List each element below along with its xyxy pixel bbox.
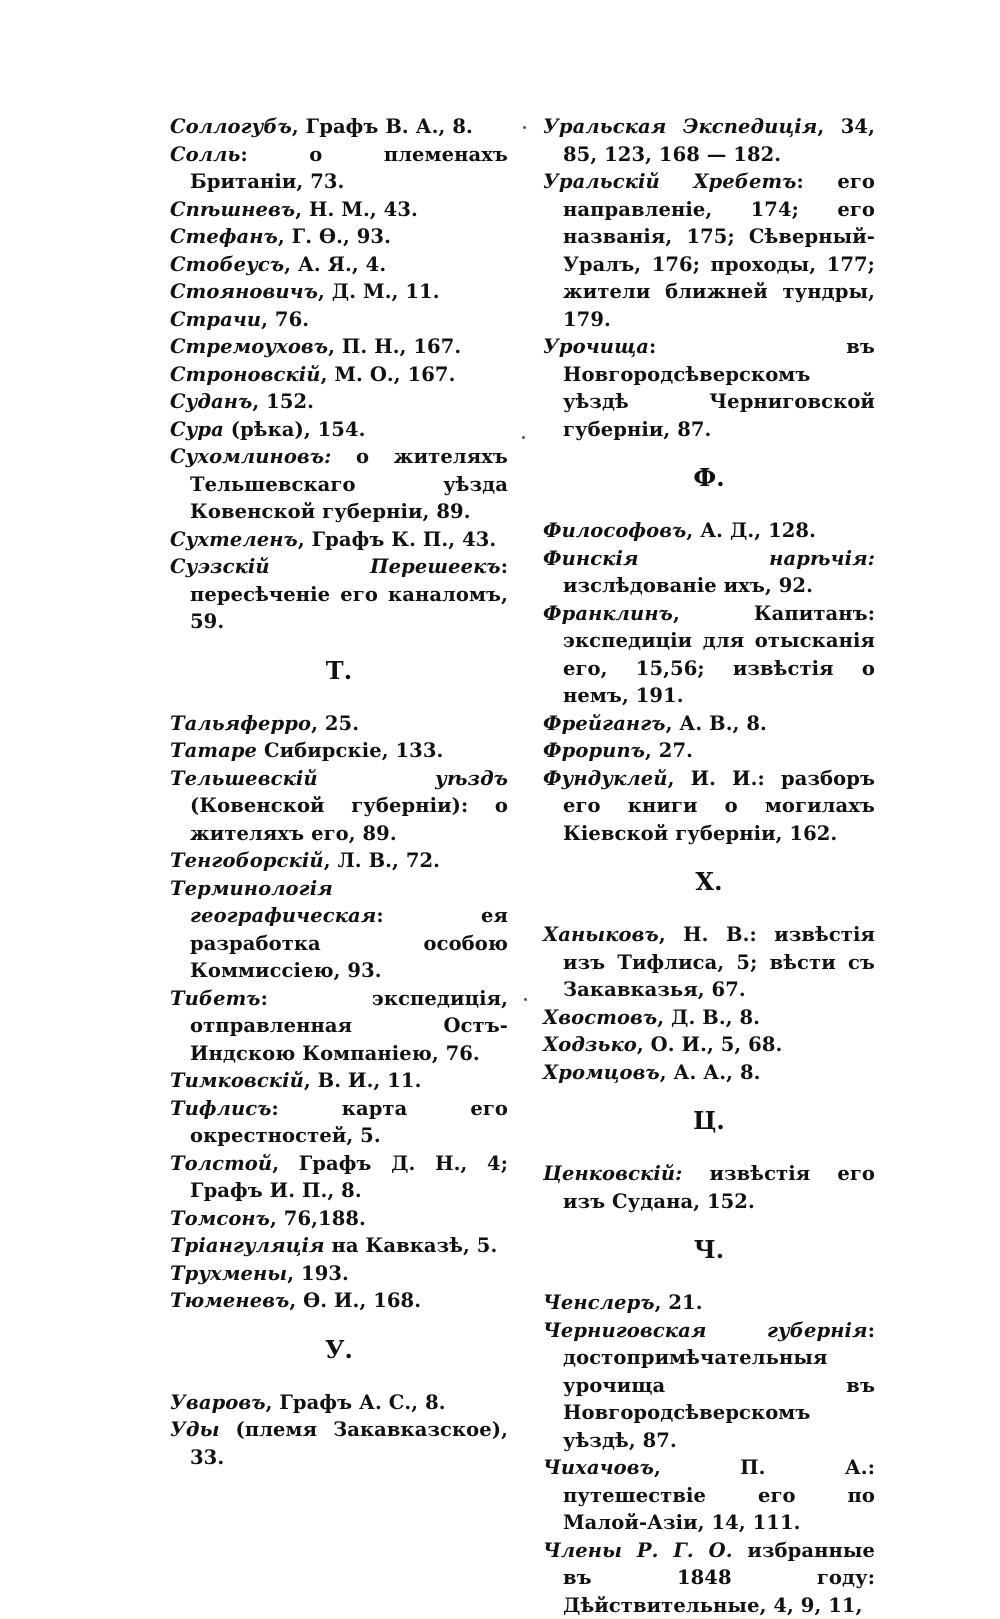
divider-dot	[523, 126, 526, 129]
index-term: Суэзскій Перешеекъ	[170, 555, 501, 578]
index-reference: , А. В., 8.	[666, 712, 767, 735]
section-letter-heading: Ф.	[543, 463, 875, 493]
index-term: Тимковскій	[170, 1069, 304, 1092]
index-entry	[170, 737, 508, 765]
index-entry	[170, 1095, 508, 1150]
index-entry	[170, 416, 508, 444]
index-entry	[170, 251, 508, 279]
index-reference: : его направленіе, 174; его названія, 175; Сѣверный-Уралъ, 176; проходы, 177; жители ближней тундры, 179.	[563, 170, 875, 331]
index-term: Ченслеръ	[543, 1291, 655, 1314]
index-term: Татаре	[170, 739, 257, 762]
index-entry	[170, 553, 508, 636]
index-term: Чихачовъ	[543, 1456, 654, 1479]
index-reference: , П. А.: путешествіе его по Малой-Азіи, 14, 111.	[563, 1456, 875, 1534]
index-reference: , И. И.: разборъ его книги о могилахъ Кіевской губерніи, 162.	[563, 767, 875, 845]
index-reference: , 193.	[287, 1262, 349, 1285]
index-term: Ценковскій:	[543, 1162, 682, 1185]
index-entry	[543, 1031, 875, 1059]
index-entry	[170, 196, 508, 224]
index-entry	[170, 1416, 508, 1471]
index-entry	[170, 1067, 508, 1095]
divider-dot	[522, 436, 525, 439]
index-term: Черниговская губернія	[543, 1319, 868, 1342]
index-entry	[170, 361, 508, 389]
index-entry	[543, 1004, 875, 1032]
index-reference: , А. Д., 128.	[686, 519, 816, 542]
index-term: Франклинъ	[543, 602, 673, 625]
index-reference: на Кавказѣ, 5.	[325, 1234, 498, 1257]
index-entry	[170, 1150, 508, 1205]
index-entry	[543, 1289, 875, 1317]
index-term: Сухтеленъ	[170, 528, 298, 551]
index-reference: , О. И., 5, 68.	[637, 1033, 783, 1056]
right-index-column	[543, 113, 875, 1619]
index-reference: извѣстія его изъ Судана, 152.	[563, 1162, 875, 1213]
index-entry	[543, 1537, 875, 1619]
index-term: Строновскій	[170, 363, 321, 386]
index-reference: : достопримѣчательныя урочища въ Новгородсѣверскомъ уѣздѣ, 87.	[563, 1319, 875, 1452]
index-entry	[170, 1232, 508, 1260]
index-reference: , Г. Ѳ., 93.	[278, 225, 391, 248]
index-term: Суданъ	[170, 390, 252, 413]
section-letter-heading: Х.	[543, 867, 875, 897]
section-letter-heading: Ч.	[543, 1235, 875, 1265]
index-term: Члены Р. Г. О.	[543, 1539, 733, 1562]
index-entry	[170, 113, 508, 141]
divider-dot	[524, 998, 527, 1001]
index-entry	[170, 141, 508, 196]
section-letter-heading: Ц.	[543, 1106, 875, 1136]
index-entry	[543, 1317, 875, 1455]
index-reference: Сибирскіе, 133.	[257, 739, 443, 762]
index-reference: , Ѳ. И., 168.	[289, 1289, 421, 1312]
index-entry	[170, 847, 508, 875]
index-reference: (Ковенской губерніи): о жителяхъ его, 89.	[190, 794, 508, 845]
index-reference: , 21.	[655, 1291, 703, 1314]
index-reference: : пересѣченіе его каналомъ, 59.	[190, 555, 508, 633]
index-term: Финскія нарѣчія:	[543, 547, 875, 570]
section-letter-heading: Т.	[170, 656, 508, 686]
index-entry	[543, 517, 875, 545]
index-entry	[543, 113, 875, 168]
index-entry	[170, 278, 508, 306]
index-term: Стефанъ	[170, 225, 278, 248]
left-index-column	[170, 113, 508, 1471]
index-entry	[543, 765, 875, 848]
index-term: Стояновичъ	[170, 280, 318, 303]
index-entry	[170, 985, 508, 1068]
index-term: Урочища	[543, 335, 649, 358]
index-entry	[543, 333, 875, 443]
index-term: Ханыковъ	[543, 923, 659, 946]
index-term: Трухмены	[170, 1262, 287, 1285]
index-term: Тюменевъ	[170, 1289, 289, 1312]
index-entry	[170, 1205, 508, 1233]
index-reference: , Капитанъ: экспедиціи для отысканія его, 15,56; извѣстія о немъ, 191.	[563, 602, 875, 708]
index-reference: , 152.	[252, 390, 314, 413]
index-reference: , Графъ А. С., 8.	[266, 1391, 446, 1414]
index-reference: : карта его окрестностей, 5.	[190, 1097, 508, 1148]
index-reference: , Л. В., 72.	[324, 849, 440, 872]
index-term: Томсонъ	[170, 1207, 270, 1230]
index-reference: , 34, 85, 123, 168 — 182.	[563, 115, 875, 166]
index-reference: , 27.	[645, 739, 693, 762]
index-reference: , Д. В., 8.	[657, 1006, 760, 1029]
index-entry	[543, 168, 875, 333]
index-entry	[170, 333, 508, 361]
column-divider-marks	[520, 118, 530, 1018]
index-reference: , Графъ В. А., 8.	[292, 115, 473, 138]
index-entry	[170, 1260, 508, 1288]
index-reference: , А. А., 8.	[660, 1061, 761, 1084]
index-reference: , Н. М., 43.	[295, 198, 418, 221]
index-term: Стобеусъ	[170, 253, 284, 276]
index-reference: (племя Закавказское), 33.	[190, 1418, 508, 1469]
index-entry	[170, 306, 508, 334]
index-reference: избранные въ 1848 году: Дѣйствительные, 4, 9, 11,	[563, 1539, 875, 1617]
index-entry	[543, 600, 875, 710]
index-reference: , Д. М., 11.	[318, 280, 440, 303]
index-term: Хромцовъ	[543, 1061, 660, 1084]
index-term: Спѣшневъ	[170, 198, 295, 221]
index-entry	[543, 545, 875, 600]
index-reference: , П. Н., 167.	[328, 335, 461, 358]
index-term: Тальяферро	[170, 712, 311, 735]
index-term: Фрорипъ	[543, 739, 645, 762]
index-reference: , 76,188.	[270, 1207, 366, 1230]
index-term: Уваровъ	[170, 1391, 266, 1414]
index-term: Хвостовъ	[543, 1006, 657, 1029]
index-entry	[170, 1389, 508, 1417]
index-term: Философовъ	[543, 519, 686, 542]
index-term: Соллогубъ	[170, 115, 292, 138]
index-entry	[170, 388, 508, 416]
index-term: Толстой	[170, 1152, 272, 1175]
index-term: Ходзько	[543, 1033, 637, 1056]
index-entry	[170, 765, 508, 848]
index-reference: изслѣдованіе ихъ, 92.	[563, 574, 813, 597]
index-term: Тенгоборскій	[170, 849, 324, 872]
index-term: Уральская Экспедиція	[543, 115, 817, 138]
index-reference: : экспедиція, отправленная Остъ-Индскою Компаніею, 76.	[190, 987, 508, 1065]
index-reference: : о племенахъ Британіи, 73.	[190, 143, 508, 194]
index-reference: , 76.	[261, 308, 309, 331]
index-term: Уды	[170, 1418, 220, 1441]
index-reference: , А. Я., 4.	[284, 253, 386, 276]
index-term: Сура	[170, 418, 224, 441]
index-term: Тріангуляція	[170, 1234, 325, 1257]
section-letter-heading: У.	[170, 1335, 508, 1365]
index-term: Тифлисъ	[170, 1097, 271, 1120]
index-entry	[170, 223, 508, 251]
index-reference: , Н. В.: извѣстія изъ Тифлиса, 5; вѣсти съ Закавказья, 67.	[563, 923, 875, 1001]
index-entry	[543, 737, 875, 765]
index-reference: , Графъ Д. Н., 4; Графъ И. П., 8.	[190, 1152, 508, 1203]
index-term: Стремоуховъ	[170, 335, 328, 358]
index-entry	[543, 921, 875, 1004]
index-entry	[543, 1059, 875, 1087]
index-term: Терминологія географическая	[170, 877, 376, 928]
index-term: Солль	[170, 143, 240, 166]
index-entry	[170, 710, 508, 738]
index-term: Страчи	[170, 308, 261, 331]
index-entry	[543, 1160, 875, 1215]
index-entry	[543, 710, 875, 738]
index-term: Сухомлиновъ:	[170, 445, 331, 468]
index-term: Тельшевскій уѣздъ	[170, 767, 508, 790]
index-term: Фрейгангъ	[543, 712, 666, 735]
index-reference: (рѣка), 154.	[224, 418, 366, 441]
index-reference: , М. О., 167.	[321, 363, 456, 386]
index-entry	[170, 443, 508, 526]
index-reference: о жителяхъ Тельшевскаго уѣзда Ковенской губерніи, 89.	[190, 445, 508, 523]
index-entry	[170, 1287, 508, 1315]
index-reference: , 25.	[311, 712, 359, 735]
index-term: Уральскій Хребетъ	[543, 170, 797, 193]
index-entry	[170, 875, 508, 985]
index-term: Тибетъ	[170, 987, 261, 1010]
index-reference: : въ Новгородсѣверскомъ уѣздѣ Черниговской губерніи, 87.	[563, 335, 875, 441]
index-entry	[543, 1454, 875, 1537]
index-reference: , В. И., 11.	[304, 1069, 422, 1092]
index-reference: , Графъ К. П., 43.	[298, 528, 496, 551]
index-term: Фундуклей	[543, 767, 668, 790]
index-reference: : ея разработка особою Коммиссіею, 93.	[190, 904, 508, 982]
index-entry	[170, 526, 508, 554]
